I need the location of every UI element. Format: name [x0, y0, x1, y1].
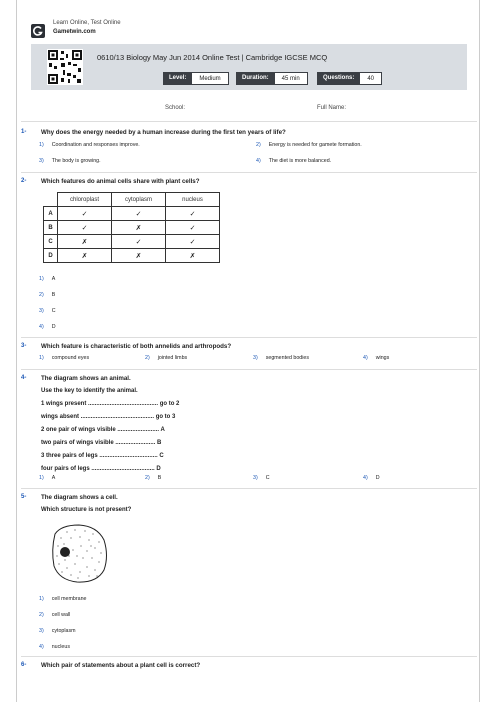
gametwin-logo-icon — [31, 24, 45, 38]
option-2[interactable]: 2) cell wall — [39, 612, 71, 618]
question-number: 1- — [21, 129, 27, 135]
duration-value: 45 min — [275, 72, 308, 85]
table-row: B ✓ ✗ ✓ — [44, 221, 220, 235]
option-4[interactable]: 4) wings — [363, 355, 390, 361]
brand-tagline: Learn Online, Test Online — [53, 20, 121, 26]
question-text: Which pair of statements about a plant cell is correct? — [41, 662, 201, 669]
features-table — [43, 192, 220, 263]
question-number: 6- — [21, 662, 27, 668]
question-text: The diagram shows a cell. — [41, 494, 118, 501]
animal-cell-diagram — [45, 520, 111, 586]
table-row: A ✓ ✓ ✓ — [44, 207, 220, 221]
question-number: 5- — [21, 494, 27, 500]
level-value: Medium — [192, 72, 228, 85]
divider — [21, 121, 477, 122]
key-line: two pairs of wings visible ........................ B — [41, 440, 162, 446]
question-subtext: Which structure is not present? — [41, 507, 132, 513]
question-number: 4- — [21, 375, 27, 381]
table-row: C ✗ ✓ ✓ — [44, 235, 220, 249]
divider — [21, 369, 477, 370]
option-1[interactable]: 1) A — [39, 475, 56, 481]
key-line: Use the key to identify the animal. — [41, 388, 138, 394]
option-2[interactable]: 2) B — [39, 292, 56, 298]
option-2[interactable]: 2) jointed limbs — [145, 355, 188, 361]
option-4[interactable]: 4) The diet is more balanced. — [256, 158, 332, 164]
key-line: wings absent ............................................ go to 3 — [41, 414, 176, 420]
key-line: 2 one pair of wings visible ......................... A — [41, 427, 165, 433]
option-1[interactable]: 1) cell membrane — [39, 596, 87, 602]
option-2[interactable]: 2) B — [145, 475, 162, 481]
divider — [21, 172, 477, 173]
option-1[interactable]: 1) compound eyes — [39, 355, 90, 361]
question-text: The diagram shows an animal. — [41, 375, 131, 382]
option-3[interactable]: 3) C — [253, 475, 270, 481]
question-text: Why does the energy needed by a human increase during the first ten years of life? — [41, 129, 286, 136]
table-header: cytoplasm — [112, 193, 166, 207]
level-chip — [163, 72, 229, 85]
key-line: 3 three pairs of legs ................................... C — [41, 453, 164, 459]
level-label: Level: — [163, 72, 192, 85]
question-number: 2- — [21, 178, 27, 184]
key-line: four pairs of legs ...................................... D — [41, 466, 161, 472]
option-2[interactable]: 2) Energy is needed for gamete formation. — [256, 142, 362, 148]
option-1[interactable]: 1) Coordination and responses improve. — [39, 142, 140, 148]
option-3[interactable]: 3) C — [39, 308, 56, 314]
key-line: 1 wings present .......................................... go to 2 — [41, 401, 180, 407]
table-row: D ✗ ✗ ✗ — [44, 249, 220, 263]
option-4[interactable]: 4) nucleus — [39, 644, 70, 650]
option-3[interactable]: 3) The body is growing. — [39, 158, 101, 164]
full-name-field[interactable]: Full Name: — [317, 105, 347, 111]
option-4[interactable]: 4) D — [363, 475, 380, 481]
questions-chip — [317, 72, 382, 85]
question-text: Which feature is characteristic of both annelids and arthropods? — [41, 343, 232, 350]
test-header — [31, 44, 467, 90]
divider — [21, 656, 477, 657]
option-3[interactable]: 3) segmented bodies — [253, 355, 310, 361]
worksheet-page — [16, 0, 480, 702]
divider — [21, 337, 477, 338]
duration-label: Duration: — [236, 72, 275, 85]
questions-value: 40 — [360, 72, 382, 85]
questions-label: Questions: — [317, 72, 360, 85]
question-text: Which features do animal cells share with plant cells? — [41, 178, 200, 185]
divider — [21, 488, 477, 489]
option-3[interactable]: 3) cytoplasm — [39, 628, 76, 634]
test-title: 0610/13 Biology May Jun 2014 Online Test | Cambridge IGCSE MCQ — [97, 53, 328, 62]
qr-code-icon — [47, 49, 83, 85]
school-field[interactable]: School: — [165, 105, 186, 111]
option-4[interactable]: 4) D — [39, 324, 56, 330]
question-number: 3- — [21, 343, 27, 349]
table-corner — [44, 193, 58, 207]
brand-site: Gametwin.com — [53, 29, 96, 35]
duration-chip — [236, 72, 308, 85]
table-header: chloroplast — [58, 193, 112, 207]
option-1[interactable]: 1) A — [39, 276, 56, 282]
table-header: nucleus — [166, 193, 220, 207]
